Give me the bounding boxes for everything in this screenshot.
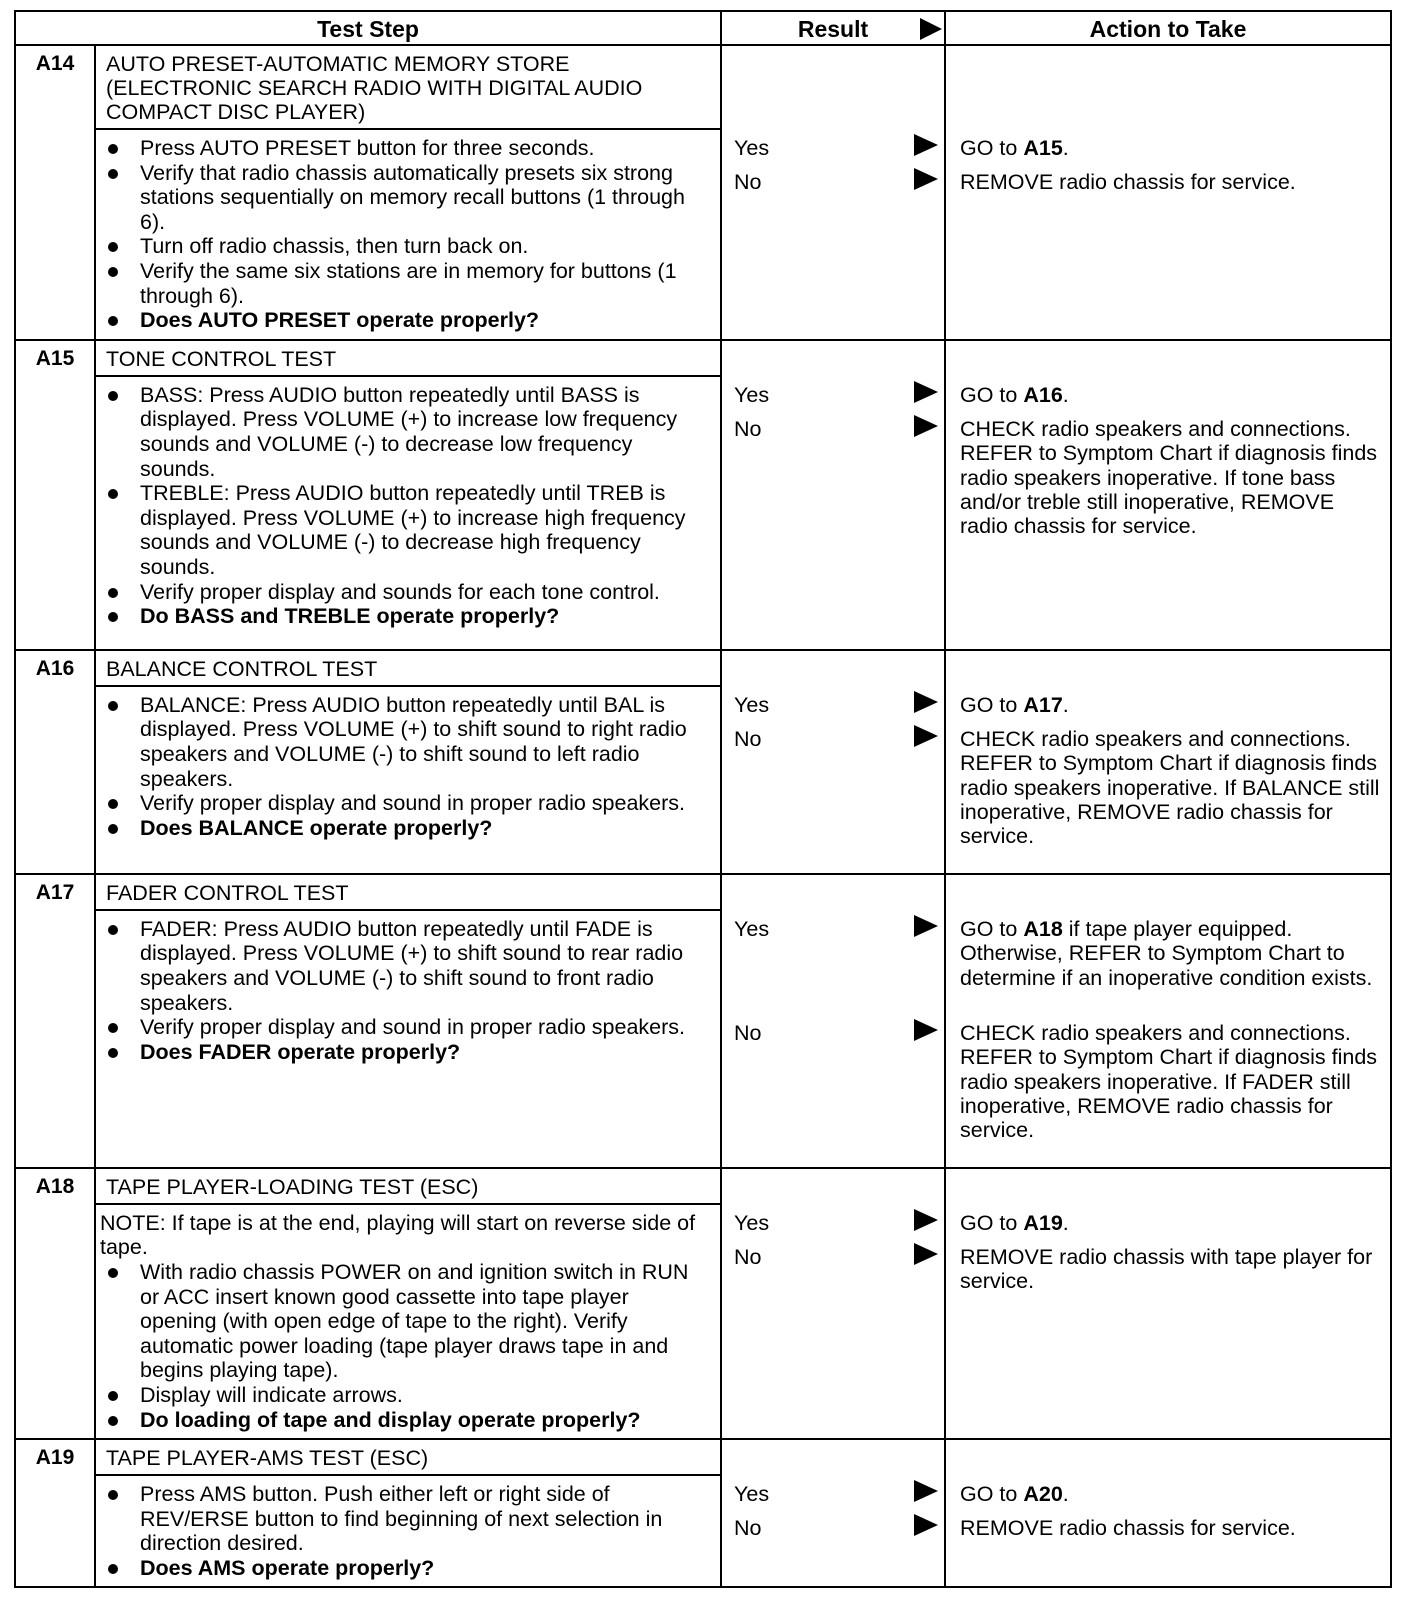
step-id xyxy=(15,874,95,1168)
action-cell xyxy=(945,340,1391,650)
action-cell xyxy=(945,1168,1391,1439)
arrow-right-icon xyxy=(914,134,938,156)
action-yes-post: . xyxy=(1062,1482,1069,1507)
step-text: Do loading of tape and display operate properly? xyxy=(140,1407,641,1432)
action-yes-post: . xyxy=(1062,692,1069,717)
step-list xyxy=(96,136,710,333)
step-row-title xyxy=(15,340,1391,376)
result-yes xyxy=(734,917,940,945)
step-bullet xyxy=(96,259,710,308)
step-body xyxy=(95,1475,721,1587)
arrow-right-icon xyxy=(914,415,938,437)
step-body xyxy=(95,1204,721,1439)
step-list-wrap xyxy=(96,377,720,635)
step-text: Verify proper display and sound in proper radio speakers. xyxy=(140,791,685,816)
result-yes-label: Yes xyxy=(734,692,770,717)
step-text: FADER: Press AUDIO button repeatedly until FADE is displayed. Press VOLUME (+) to shift sound to rear radio speakers and VOLUME (-) to shift sound to front radio speakers. xyxy=(140,916,684,1015)
step-bullet xyxy=(96,580,710,605)
result-no xyxy=(734,170,940,198)
result-yes-label: Yes xyxy=(734,136,770,160)
action-cell xyxy=(945,874,1391,1168)
arrow-right-icon xyxy=(914,1514,938,1536)
step-id-label: A16 xyxy=(35,656,75,680)
step-list xyxy=(96,917,710,1065)
step-title: BALANCE CONTROL TEST xyxy=(95,650,721,686)
step-id xyxy=(15,45,95,340)
bullet-icon xyxy=(108,824,118,834)
result-no-label: No xyxy=(734,1020,762,1045)
result-cell xyxy=(721,874,945,1168)
action-yes-pre: GO to xyxy=(960,1210,1024,1235)
action-yes xyxy=(960,917,1384,990)
step-bullet xyxy=(96,1015,710,1040)
action-yes xyxy=(960,693,1384,717)
result-yes xyxy=(734,383,940,411)
diagnostic-table-sheet xyxy=(14,10,1390,1588)
result-no xyxy=(734,727,940,755)
step-bullet xyxy=(96,693,710,791)
bullet-icon xyxy=(108,799,118,809)
action-yes-post: if tape player equipped. Otherwise, REFER to Symptom Chart to determine if an inoperative condition exists. xyxy=(960,916,1373,990)
step-list-wrap xyxy=(96,1205,720,1438)
step-text: Does AUTO PRESET operate properly? xyxy=(140,308,540,333)
step-text: TREBLE: Press AUDIO button repeatedly until TREB is displayed. Press VOLUME (+) to increase high frequency sounds and VOLUME (-) to decrease high frequency sounds. xyxy=(140,481,686,579)
bullet-icon xyxy=(108,925,118,935)
action-yes-post: . xyxy=(1062,1210,1069,1235)
result-cell xyxy=(721,340,945,650)
action-yes xyxy=(960,1211,1384,1235)
step-bullet xyxy=(96,604,710,629)
action-no: REMOVE radio chassis for service. xyxy=(960,1516,1296,1541)
step-text: Verify that radio chassis automatically presets six strong stations sequentially on memory recall buttons (1 through 6). xyxy=(140,160,685,234)
step-body xyxy=(95,910,721,1168)
action-no: CHECK radio speakers and connections. REFER to Symptom Chart if diagnosis finds radio speakers inoperative. If FADER still inoperative, REMOVE radio chassis for service. xyxy=(960,1020,1378,1143)
step-text: Do BASS and TREBLE operate properly? xyxy=(140,604,560,629)
action-no: CHECK radio speakers and connections. REFER to Symptom Chart if diagnosis finds radio speakers inoperative. If tone bass and/or treble still inoperative, REMOVE radio chassis for service. xyxy=(960,416,1378,539)
action-yes-ref: A16 xyxy=(1023,382,1063,407)
arrow-right-icon xyxy=(914,725,938,747)
step-note: NOTE: If tape is at the end, playing will start on reverse side of tape. xyxy=(100,1210,696,1260)
result-yes-label: Yes xyxy=(734,1482,770,1507)
step-body xyxy=(95,129,721,340)
action-yes-pre: GO to xyxy=(960,136,1024,160)
step-row-title xyxy=(15,874,1391,910)
action-yes-post: . xyxy=(1062,136,1069,160)
action-no: REMOVE radio chassis with tape player for service. xyxy=(960,1244,1373,1294)
result-no xyxy=(734,1021,940,1049)
step-list xyxy=(96,1260,710,1432)
bullet-icon xyxy=(108,144,118,154)
bullet-icon xyxy=(108,489,118,499)
result-no xyxy=(734,1245,940,1273)
bullet-icon xyxy=(108,316,118,326)
step-row-title xyxy=(15,1439,1391,1475)
step-text: With radio chassis POWER on and ignition switch in RUN or ACC insert known good cassette into tape player opening (with open edge of tape to the right). Verify automatic power loading (tape player draws tape in and begins playing tape). xyxy=(140,1259,689,1383)
step-bullet xyxy=(96,917,710,1015)
bullet-icon xyxy=(108,1564,118,1574)
step-title: FADER CONTROL TEST xyxy=(95,874,721,910)
step-list-wrap xyxy=(96,130,720,339)
arrow-right-icon xyxy=(914,381,938,403)
step-bullet xyxy=(96,1408,710,1433)
arrow-right-icon xyxy=(914,1019,938,1041)
result-no-label: No xyxy=(734,416,762,441)
action-cell xyxy=(945,650,1391,874)
action-yes-ref: A19 xyxy=(1023,1210,1063,1235)
header-action: Action to Take xyxy=(945,11,1391,45)
bullet-icon xyxy=(108,267,118,277)
step-id xyxy=(15,340,95,650)
action-yes-post: . xyxy=(1062,382,1069,407)
step-body xyxy=(95,376,721,650)
step-bullet xyxy=(96,1383,710,1408)
step-id-label: A14 xyxy=(35,52,75,75)
bullet-icon xyxy=(108,1023,118,1033)
result-no xyxy=(734,1516,940,1544)
step-bullet xyxy=(96,1482,710,1556)
result-cell xyxy=(721,1439,945,1587)
step-text: Verify proper display and sound in proper radio speakers. xyxy=(140,1015,685,1040)
bullet-icon xyxy=(108,1268,118,1278)
step-list xyxy=(96,1482,710,1580)
step-text: BALANCE: Press AUDIO button repeatedly until BAL is displayed. Press VOLUME (+) to shift sound to right radio speakers and VOLUME (-) to shift sound to left radio speakers. xyxy=(140,692,687,791)
step-bullet xyxy=(96,1040,710,1065)
table-body xyxy=(15,45,1391,1587)
step-bullet xyxy=(96,791,710,816)
table-header-row xyxy=(15,11,1391,45)
action-yes-ref: A17 xyxy=(1023,692,1063,717)
arrow-right-icon xyxy=(914,1243,938,1265)
step-bullet xyxy=(96,1260,710,1383)
step-text: Verify the same six stations are in memory for buttons (1 through 6). xyxy=(140,258,677,308)
step-id-label: A19 xyxy=(35,1446,75,1470)
step-title: TAPE PLAYER-AMS TEST (ESC) xyxy=(95,1439,721,1475)
arrow-right-icon xyxy=(914,1209,938,1231)
arrow-right-icon xyxy=(914,915,938,937)
bullet-icon xyxy=(108,169,118,179)
result-cell xyxy=(721,650,945,874)
header-result xyxy=(721,11,945,45)
arrow-right-icon xyxy=(914,1480,938,1502)
step-list-wrap xyxy=(96,911,720,1071)
step-bullet xyxy=(96,1556,710,1581)
step-text: Turn off radio chassis, then turn back on. xyxy=(140,234,529,259)
action-yes xyxy=(960,1482,1384,1506)
action-cell xyxy=(945,45,1391,340)
step-list-wrap xyxy=(96,1476,720,1586)
action-yes-pre: GO to xyxy=(960,382,1024,407)
action-yes-pre: GO to xyxy=(960,1482,1024,1507)
step-text: Does AMS operate properly? xyxy=(140,1555,435,1580)
step-list-wrap xyxy=(96,687,720,847)
step-list xyxy=(96,693,710,841)
step-text: Does BALANCE operate properly? xyxy=(140,815,493,840)
step-text: Press AUTO PRESET button for three seconds. xyxy=(140,136,595,160)
result-yes xyxy=(734,693,940,721)
action-yes-ref: A20 xyxy=(1023,1482,1063,1507)
step-id xyxy=(15,650,95,874)
action-no: REMOVE radio chassis for service. xyxy=(960,170,1296,194)
step-text: BASS: Press AUDIO button repeatedly until BASS is displayed. Press VOLUME (+) to increase low frequency sounds and VOLUME (-) to decrease low frequency sounds. xyxy=(140,382,678,481)
step-bullet xyxy=(96,481,710,579)
step-id-label: A17 xyxy=(35,880,75,904)
step-bullet xyxy=(96,161,710,235)
action-cell xyxy=(945,1439,1391,1587)
step-text: Does FADER operate properly? xyxy=(140,1039,461,1064)
bullet-icon xyxy=(108,701,118,711)
bullet-icon xyxy=(108,1490,118,1500)
step-bullet xyxy=(96,816,710,841)
step-title: TAPE PLAYER-LOADING TEST (ESC) xyxy=(95,1168,721,1204)
step-id-label: A18 xyxy=(35,1174,75,1198)
step-text: Verify proper display and sounds for each tone control. xyxy=(140,579,660,604)
action-yes xyxy=(960,136,1384,160)
result-cell xyxy=(721,45,945,340)
bullet-icon xyxy=(108,612,118,622)
action-yes-ref: A15 xyxy=(1023,136,1063,160)
bullet-icon xyxy=(108,1391,118,1401)
step-text: Display will indicate arrows. xyxy=(140,1382,403,1407)
step-id xyxy=(15,1168,95,1439)
action-yes-ref: A18 xyxy=(1023,916,1063,941)
result-no-label: No xyxy=(734,1244,762,1269)
result-yes xyxy=(734,136,940,164)
step-row-title xyxy=(15,1168,1391,1204)
result-yes xyxy=(734,1482,940,1510)
step-body xyxy=(95,686,721,874)
step-bullet xyxy=(96,234,710,259)
step-row-title xyxy=(15,45,1391,129)
bullet-icon xyxy=(108,242,118,252)
action-yes-pre: GO to xyxy=(960,916,1024,941)
step-title: AUTO PRESET-AUTOMATIC MEMORY STORE (ELECTRONIC SEARCH RADIO WITH DIGITAL AUDIO COMPACT DISC PLAYER) xyxy=(95,45,721,129)
header-test-step: Test Step xyxy=(15,11,721,45)
arrow-right-icon xyxy=(914,168,938,190)
arrow-right-icon xyxy=(920,18,942,40)
bullet-icon xyxy=(108,1048,118,1058)
result-no-label: No xyxy=(734,726,762,751)
action-no: CHECK radio speakers and connections. REFER to Symptom Chart if diagnosis finds radio speakers inoperative. If BALANCE still inoperative, REMOVE radio chassis for service. xyxy=(960,726,1380,849)
step-bullet xyxy=(96,308,710,333)
step-title: TONE CONTROL TEST xyxy=(95,340,721,376)
arrow-right-icon xyxy=(914,691,938,713)
step-bullet xyxy=(96,136,710,161)
header-result-label: Result xyxy=(797,16,869,42)
action-yes-pre: GO to xyxy=(960,692,1024,717)
bullet-icon xyxy=(108,588,118,598)
result-yes xyxy=(734,1211,940,1239)
step-text: Press AMS button. Push either left or right side of REV/ERSE button to find beginning of next selection in direction desired. xyxy=(140,1482,663,1556)
result-cell xyxy=(721,1168,945,1439)
result-yes-label: Yes xyxy=(734,1210,770,1235)
result-yes-label: Yes xyxy=(734,916,770,941)
result-no xyxy=(734,417,940,445)
diagnostic-table xyxy=(14,10,1392,1588)
step-id-label: A15 xyxy=(35,346,75,370)
result-no-label: No xyxy=(734,1516,762,1541)
result-no-label: No xyxy=(734,170,762,194)
step-list xyxy=(96,383,710,629)
step-row-title xyxy=(15,650,1391,686)
result-yes-label: Yes xyxy=(734,382,770,407)
bullet-icon xyxy=(108,1416,118,1426)
step-id xyxy=(15,1439,95,1587)
step-bullet xyxy=(96,383,710,481)
action-yes xyxy=(960,383,1384,407)
bullet-icon xyxy=(108,391,118,401)
